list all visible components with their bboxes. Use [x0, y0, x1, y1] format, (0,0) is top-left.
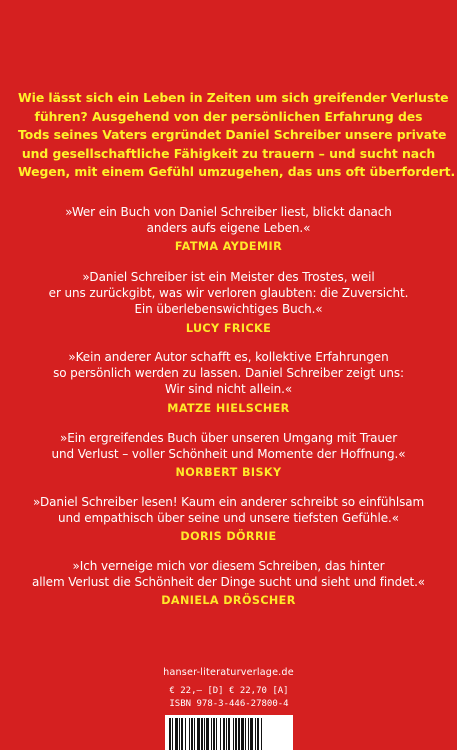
blurb-line: Wie lässt sich ein Leben in Zeiten um sich greifender Verluste	[18, 90, 449, 105]
quote-line: »Kein anderer Autor schafft es, kollektive Erfahrungen	[68, 350, 389, 364]
barcode-bar	[233, 718, 234, 750]
quote-author: LUCY FRICKE	[185, 321, 272, 335]
barcode-bar	[226, 718, 227, 750]
quote-droescher	[20, 558, 437, 608]
barcode-bar	[197, 718, 200, 750]
barcode-bar	[228, 718, 230, 750]
barcode-bar	[223, 718, 225, 750]
barcode-bar	[241, 718, 244, 750]
barcode-bar	[211, 718, 212, 750]
quote-line: so persönlich werden zu lassen. Daniel Schreiber zeigt uns:	[53, 366, 404, 381]
quote-line: er uns zurückgibt, was wir verloren glaubten: die Zuversicht.	[48, 286, 409, 301]
barcode-bar	[220, 718, 221, 750]
barcode-bar	[206, 718, 209, 750]
barcode-bar	[169, 718, 171, 750]
barcode-bar	[194, 718, 195, 750]
quote-text	[20, 349, 437, 398]
quote-bisky	[20, 430, 437, 480]
barcode-bar	[175, 718, 178, 750]
barcode-bar	[261, 718, 262, 750]
blurb-line: und gesellschaftliche Fähigkeit zu trauern – und sucht nach	[21, 145, 436, 161]
price-label: € 22,– [D] € 22,70 [A]	[169, 686, 289, 696]
blurb-line: führen? Ausgehend von der persönlichen Erfahrung des	[34, 108, 423, 124]
quote-text	[20, 269, 437, 318]
quote-line: »Wer ein Buch von Daniel Schreiber liest, blickt danach	[65, 205, 392, 219]
quote-text	[20, 558, 437, 590]
barcode-bar	[248, 718, 249, 750]
barcode-bar	[257, 718, 259, 750]
quote-line: »Daniel Schreiber lesen! Kaum ein anderer schreibt so einfühlsam	[32, 495, 425, 509]
quote-author: DANIELA DRÖSCHER	[161, 594, 296, 608]
isbn-label: ISBN 978-3-446-27800-4	[169, 699, 289, 709]
publisher-url: hanser-literaturverlage.de	[163, 667, 294, 678]
barcode-bar	[201, 718, 203, 750]
quote-line: allem Verlust die Schönheit der Dinge sucht und sieht und findet.«	[31, 575, 426, 590]
barcode-bar	[172, 718, 173, 750]
barcode-bar	[216, 718, 217, 750]
quote-text	[20, 494, 437, 526]
quote-author: DORIS DÖRRIE	[180, 530, 277, 544]
price-info	[164, 685, 294, 711]
barcode-bar	[189, 718, 190, 750]
barcode-bar	[235, 718, 237, 750]
barcode-bar	[181, 718, 183, 750]
quote-line: und Verlust – voller Schönheit und Momente der Hoffnung.«	[51, 447, 406, 462]
quote-author: FATMA AYDEMIR	[174, 240, 283, 254]
quote-line: »Ich verneige mich vor diesem Schreiben, das hinter	[72, 559, 385, 573]
quote-author: NORBERT BISKY	[175, 466, 282, 480]
quote-doerrie	[20, 494, 437, 544]
blurb	[18, 89, 456, 182]
barcode-bar	[185, 718, 186, 750]
quote-line: Wir sind nicht allein.«	[164, 382, 293, 397]
barcode-bar	[250, 718, 253, 750]
barcode-bar	[213, 718, 215, 750]
quote-line: anders aufs eigene Leben.«	[146, 221, 311, 236]
blurb-line: Tods seines Vaters ergründet Daniel Schreiber unsere private	[18, 127, 447, 143]
quote-text	[20, 204, 437, 236]
barcode-bar	[179, 718, 180, 750]
quote-text	[20, 430, 437, 462]
quote-fricke	[20, 269, 437, 336]
barcode-bar	[245, 718, 246, 750]
barcode-bar	[238, 718, 240, 750]
quote-line: und empathisch über seine und unsere tiefsten Gefühle.«	[58, 511, 399, 526]
blurb-line: Wegen, mit einem Gefühl umzugehen, das uns oft überfordert.	[18, 164, 456, 180]
barcode-bar	[255, 718, 256, 750]
barcode-bar	[204, 718, 205, 750]
barcode-graphic	[165, 715, 293, 750]
quote-line: »Ein ergreifendes Buch über unseren Umgang mit Trauer	[59, 431, 398, 445]
barcode	[165, 715, 293, 750]
quote-author: MATZE HIELSCHER	[167, 401, 290, 415]
quote-aydemir	[20, 204, 437, 254]
quote-hielscher	[20, 349, 437, 416]
barcode-bar	[191, 718, 193, 750]
quote-line: »Daniel Schreiber ist ein Meister des Trostes, weil	[82, 270, 375, 284]
quote-line: Ein überlebenswichtiges Buch.«	[134, 302, 323, 317]
